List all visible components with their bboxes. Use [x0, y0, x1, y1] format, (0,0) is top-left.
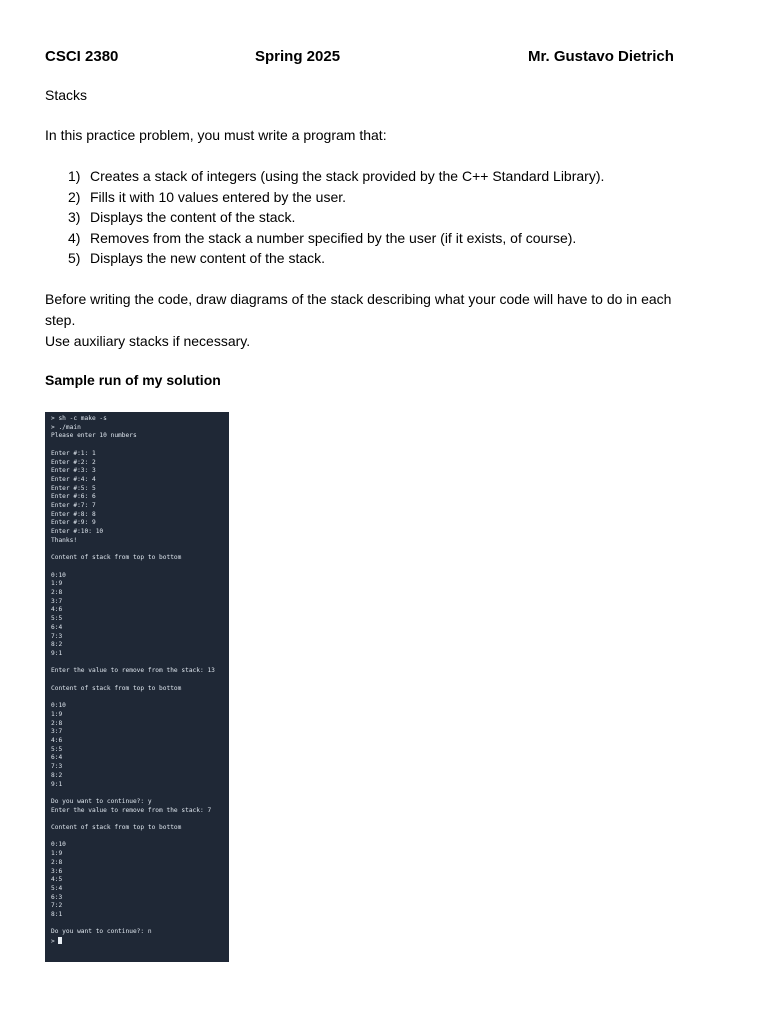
topic-title: Stacks [45, 87, 88, 103]
instructions-line-2: step. [45, 312, 76, 328]
instructions-line-1: Before writing the code, draw diagrams of the stack describing what your code will have to do in each [45, 291, 672, 307]
course-code: CSCI 2380 [45, 48, 119, 65]
step-text: Fills it with 10 values entered by the user. [90, 188, 347, 205]
step-number: 1) [68, 168, 81, 184]
step-number: 4) [68, 229, 81, 246]
step-text: Removes from the stack a number specified by the user (if it exists, of course). [90, 229, 577, 246]
step-number: 2) [68, 188, 81, 205]
instructor-name: Mr. Gustavo Dietrich [528, 48, 674, 65]
terminal-output-text: > sh -c make -s > ./main Please enter 10 numbers Enter #:1: 1 Enter #:2: 2 Enter #:3: 3 Enter #:4: 4 Enter #:5: 5 Enter #:6: 6 Enter #:7: 7 Enter #:8: 8 Enter #:9: 9 Enter #:10: 10 Thanks! Content of stack from top to bottom 0:10 1:9 2:8 3:7 4:6 5:5 6:4 7:3 8:2 9:1 Enter the value to remove from the stack: 13 Content of stack from top to bottom 0:10 1:9 2:8 3:7 4:6 5:5 6:4 7:3 8:2 9:1 Do you want to continue?: y Enter the value to remove from the stack: 7 Content of stack from top to bottom 0:10 1:9 2:8 3:6 4:5 5:4 6:3 7:2 8:1 Do you want to continue?: n [51, 415, 215, 936]
term: Spring 2025 [255, 48, 341, 65]
step-text: Displays the content of the stack. [90, 209, 296, 225]
intro-paragraph: In this practice problem, you must write a program that: [45, 127, 387, 143]
step-number: 5) [68, 250, 81, 266]
terminal-screenshot [45, 412, 229, 962]
terminal-output [45, 412, 229, 947]
step-number: 3) [68, 209, 81, 225]
terminal-prompt: > [51, 938, 55, 946]
sample-run-heading: Sample run of my solution [45, 372, 221, 388]
step-text: Creates a stack of integers (using the stack provided by the C++ Standard Library). [90, 168, 605, 184]
document-header [45, 48, 725, 68]
step-text: Displays the new content of the stack. [90, 250, 326, 266]
terminal-cursor [58, 937, 62, 944]
instructions-line-3: Use auxiliary stacks if necessary. [45, 333, 251, 349]
